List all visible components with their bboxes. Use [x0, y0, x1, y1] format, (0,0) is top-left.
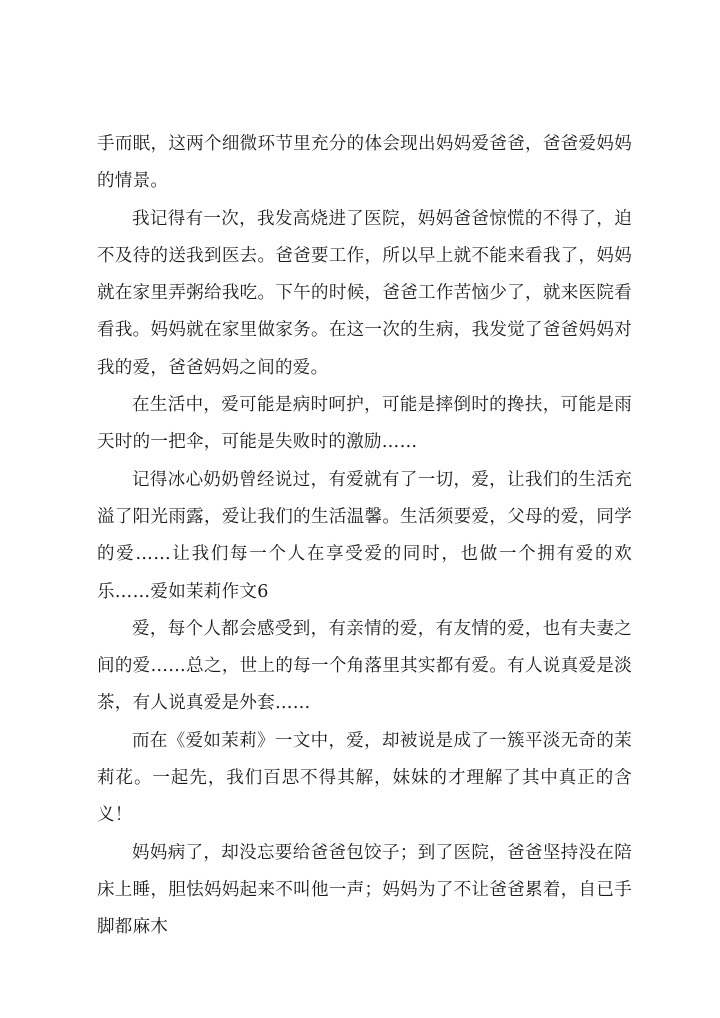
paragraph: 手而眠，这两个细微环节里充分的体会现出妈妈爱爸爸，爸爸爱妈妈的情景。: [97, 134, 632, 192]
paragraph: 妈妈病了，却没忘要给爸爸包饺子；到了医院，爸爸坚持没在陪床上睡，胆怯妈妈起来不叫他一声；妈妈为了不让爸爸累着，自已手脚都麻木: [97, 842, 632, 938]
paragraph: 爱，每个人都会感受到，有亲情的爱，有友情的爱，也有夫妻之间的爱……总之，世上的每一个角落里其实都有爱。有人说真爱是淡茶，有人说真爱是外套……: [97, 618, 632, 714]
paragraph: 在生活中，爱可能是病时呵护，可能是摔倒时的搀扶，可能是雨天时的一把伞，可能是失败时的激励……: [97, 395, 632, 453]
body-text: [97, 126, 632, 947]
paragraph: 而在《爱如茉莉》一文中，爱，却被说是成了一簇平淡无奇的茉莉花。一起先，我们百思不得其解，妹妹的才理解了其中真正的含义！: [97, 730, 632, 826]
paragraph: 我记得有一次，我发高烧进了医院，妈妈爸爸惊慌的不得了，迫不及待的送我到医去。爸爸要工作，所以早上就不能来看我了，妈妈就在家里弄粥给我吃。下午的时候，爸爸工作苦恼少了，就来医院看看我。妈妈就在家里做家务。在这一次的生病，我发觉了爸爸妈妈对我的爱，爸爸妈妈之间的爱。: [97, 208, 632, 378]
paragraph: 记得冰心奶奶曾经说过，有爱就有了一切，爱，让我们的生活充溢了阳光雨露，爱让我们的生活温馨。生活须要爱，父母的爱，同学的爱……让我们每一个人在享受爱的同时，也做一个拥有爱的欢乐……爱如茉莉作文6: [97, 469, 632, 602]
